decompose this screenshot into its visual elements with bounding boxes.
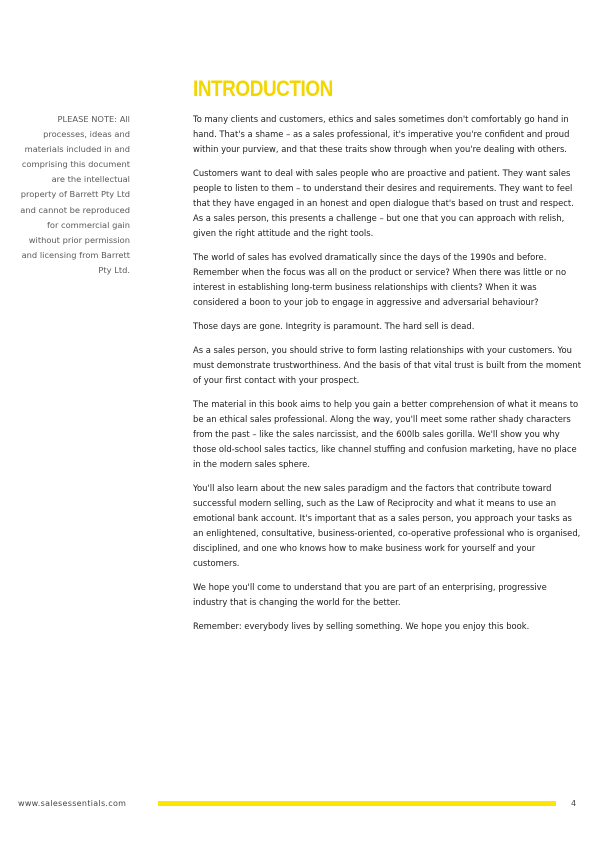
paragraph: To many clients and customers, ethics and sales sometimes don't comfortably go hand in hand. That's a shame – as a sales professional, it's imperative you're confident and proud within your purview, and that these traits show through when you're dealing with others. <box>193 114 570 154</box>
paragraph: Those days are gone. Integrity is paramount. The hard sell is dead. <box>193 321 475 331</box>
page-number: 4 <box>571 799 577 808</box>
paragraph: You'll also learn about the new sales paradigm and the factors that contribute toward successful modern selling, such as the Law of Reciprocity and what it means to use an emotional bank account. It's important that as a sales person, you approach your tasks as an enlightened, consultative, business-oriented, co-operative professional who is organised, disciplined, and one who knows how to make business work for yourself and your customers. <box>193 483 581 568</box>
paragraph: We hope you'll come to understand that you are part of an enterprising, progressive industry that is changing the world for the better. <box>193 582 547 607</box>
copyright-note-text: PLEASE NOTE: All processes, ideas and materials included in and comprising this document are the intellectual property of Barrett Pty Ltd and cannot be reproduced for commercial gain without prior permission and licensing from Barrett Pty Ltd. <box>20 114 130 275</box>
introduction-body <box>193 112 583 643</box>
paragraph: The material in this book aims to help you gain a better comprehension of what it means to be an ethical sales professional. Along the way, you'll meet some rather shady characters from the past – like the sales narcissist, and the 600lb sales gorilla. We'll show you why those old-school sales tactics, like channel stuffing and confusion marketing, have no place in the modern sales sphere. <box>193 399 579 469</box>
footer-url[interactable]: www.salesessentials.com <box>18 799 127 808</box>
page-title: INTRODUCTION <box>193 76 333 101</box>
paragraph: The world of sales has evolved dramatically since the days of the 1990s and before. Remember when the focus was all on the product or service? When there was little or no interest in establishing long-term business relationships with clients? When it was considered a boon to your job to engage in aggressive and adversarial behaviour? <box>193 252 567 307</box>
copyright-note <box>18 112 130 278</box>
paragraph: Remember: everybody lives by selling something. We hope you enjoy this book. <box>193 621 530 631</box>
paragraph: As a sales person, you should strive to form lasting relationships with your customers. You must demonstrate trustworthiness. And the basis of that vital trust is built from the moment of your first contact with your prospect. <box>193 345 582 385</box>
footer-divider-bar <box>158 801 556 806</box>
paragraph: Customers want to deal with sales people who are proactive and patient. They want sales people to listen to them – to understand their desires and requirements. They want to feel that they have engaged in an honest and open dialogue that's based on trust and respect. As a sales person, this presents a challenge – but one that you can approach with relish, given the right attitude and the right tools. <box>193 168 574 238</box>
